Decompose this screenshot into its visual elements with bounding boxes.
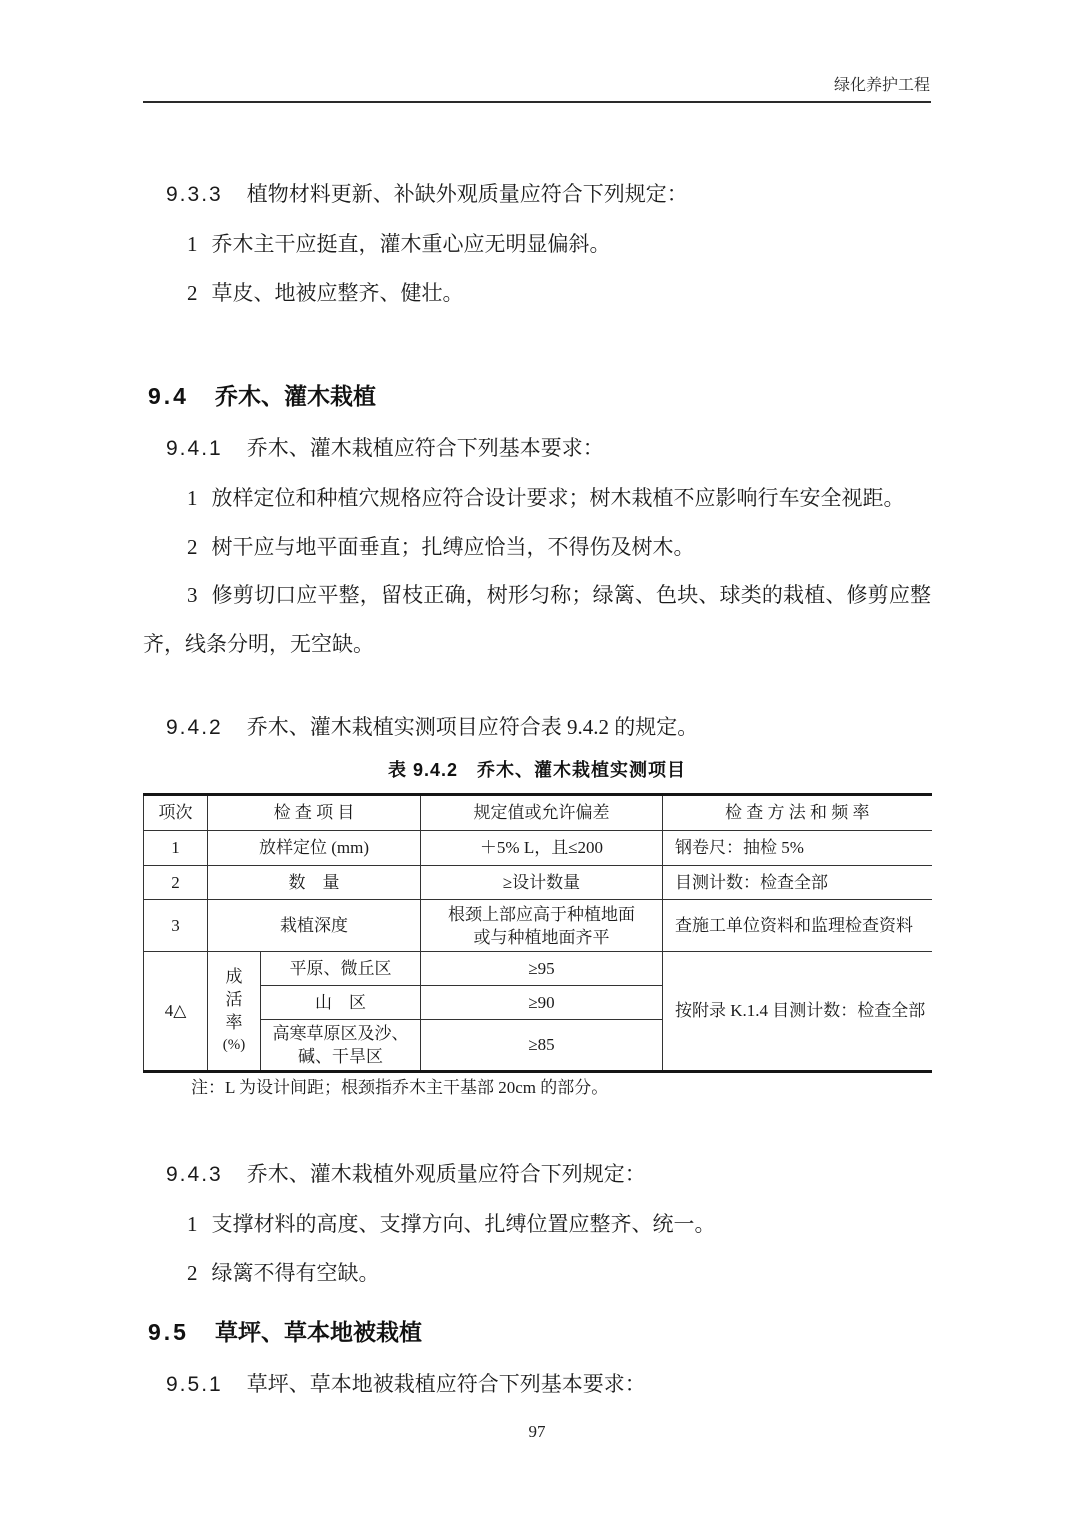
cell-no: 4△ (144, 952, 208, 1072)
cell-method: 查施工单位资料和监理检查资料 (663, 900, 932, 952)
clause-9-4-2 (143, 712, 931, 743)
list-item-941-3 (143, 571, 931, 669)
cell-value: ≥85 (421, 1020, 663, 1072)
cell-no: 2 (144, 866, 208, 900)
section-number: 9.4 (148, 383, 189, 409)
clause-9-5-1 (143, 1369, 931, 1400)
item-number: 2 (187, 1261, 198, 1285)
table-row (144, 952, 932, 986)
item-number: 1 (187, 486, 198, 510)
list-item-933-2 (143, 278, 931, 308)
item-text: 支撑材料的高度、支撑方向、扎缚位置应整齐、统一。 (211, 1212, 716, 1236)
cell-region: 山 区 (261, 986, 421, 1020)
item-number: 1 (187, 1212, 198, 1236)
cell-no: 3 (144, 900, 208, 952)
list-item-943-1 (143, 1209, 931, 1239)
cell-value: ≥95 (421, 952, 663, 986)
table-caption: 表 9.4.2 乔木、灌木栽植实测项目 (387, 760, 687, 780)
item-text: 绿篱不得有空缺。 (211, 1261, 380, 1285)
cell-region-line2: 碱、干旱区 (298, 1047, 383, 1066)
clause-text: 乔木、灌木栽植应符合下列基本要求： (246, 436, 604, 460)
cell-value: ≥设计数量 (421, 866, 663, 900)
table-header-row (144, 795, 932, 831)
running-header-title: 绿化养护工程 (833, 77, 930, 94)
clause-9-3-3 (143, 179, 931, 210)
cell-method: 目测计数：检查全部 (663, 866, 932, 900)
vertical-char: 活 (225, 990, 243, 1009)
item-text: 修剪切口应平整，留枝正确，树形匀称；绿篱、色块、球类的栽植、修剪应整齐，线条分明，无空缺。 (143, 583, 931, 656)
list-item-941-2 (143, 532, 931, 562)
table-row (144, 900, 932, 952)
clause-number: 9.3.3 (166, 183, 223, 206)
cell-method: 钢卷尺：抽检 5% (663, 831, 932, 866)
cell-value-line2: 或与种植地面齐平 (473, 927, 610, 947)
clause-text: 草坪、草本地被栽植应符合下列基本要求： (246, 1372, 646, 1396)
section-title: 草坪、草本地被栽植 (214, 1319, 422, 1345)
clause-number: 9.4.3 (166, 1163, 223, 1186)
header-rule (143, 101, 931, 103)
clause-text: 乔木、灌木栽植实测项目应符合表 9.4.2 的规定。 (246, 715, 699, 739)
vertical-char: 成 (225, 967, 243, 986)
table-row (144, 831, 932, 866)
cell-value-line1: 根颈上部应高于种植地面 (448, 904, 635, 924)
item-text: 树干应与地平面垂直；扎缚应恰当，不得伤及树木。 (211, 535, 695, 559)
vertical-char: 率 (225, 1013, 243, 1032)
item-text: 放样定位和种植穴规格应符合设计要求；树木栽植不应影响行车安全视距。 (211, 486, 905, 510)
list-item-941-1 (143, 483, 931, 513)
item-number: 2 (187, 281, 198, 305)
page-number: 97 (528, 1422, 546, 1441)
cell-item: 栽植深度 (208, 900, 421, 952)
item-number: 2 (187, 535, 198, 559)
section-heading-9-4 (148, 381, 928, 411)
clause-number: 9.5.1 (166, 1373, 223, 1396)
table-9-4-2 (143, 793, 932, 1073)
cell-region (261, 1020, 421, 1072)
vertical-char: (%) (222, 1037, 246, 1053)
cell-region-line1: 高寒草原区及沙、 (272, 1024, 409, 1043)
cell-item: 放样定位 (mm) (208, 831, 421, 866)
list-item-933-1 (143, 229, 931, 259)
section-heading-9-5 (148, 1317, 928, 1347)
clause-number: 9.4.2 (166, 716, 223, 739)
cell-value: ≥90 (421, 986, 663, 1020)
item-number: 1 (187, 232, 198, 256)
col-header-method: 检 查 方 法 和 频 率 (663, 795, 932, 831)
cell-region: 平原、微丘区 (261, 952, 421, 986)
cell-item: 数 量 (208, 866, 421, 900)
vertical-label (212, 965, 256, 1057)
clause-text: 植物材料更新、补缺外观质量应符合下列规定： (246, 182, 688, 206)
table-row (144, 866, 932, 900)
cell-item-vertical (208, 952, 261, 1072)
clause-9-4-3 (143, 1159, 931, 1190)
cell-no: 1 (144, 831, 208, 866)
item-text: 乔木主干应挺直，灌木重心应无明显偏斜。 (211, 232, 611, 256)
cell-value (421, 900, 663, 952)
section-number: 9.5 (148, 1319, 189, 1345)
clause-text: 乔木、灌木栽植外观质量应符合下列规定： (246, 1162, 646, 1186)
col-header-value: 规定值或允许偏差 (421, 795, 663, 831)
clause-number: 9.4.1 (166, 437, 223, 460)
col-header-item: 检 查 项 目 (208, 795, 421, 831)
col-header-index: 项次 (144, 795, 208, 831)
list-item-943-2 (143, 1258, 931, 1288)
item-text: 草皮、地被应整齐、健壮。 (211, 281, 464, 305)
table-note: 注：L 为设计间距；根颈指乔木主干基部 20cm 的部分。 (191, 1078, 609, 1097)
clause-9-4-1 (143, 433, 931, 464)
section-title: 乔木、灌木栽植 (214, 383, 376, 409)
cell-method: 按附录 K.1.4 目测计数：检查全部 (663, 952, 932, 1072)
item-number: 3 (187, 583, 198, 607)
cell-value: ＋5% L，且≤200 (421, 831, 663, 866)
